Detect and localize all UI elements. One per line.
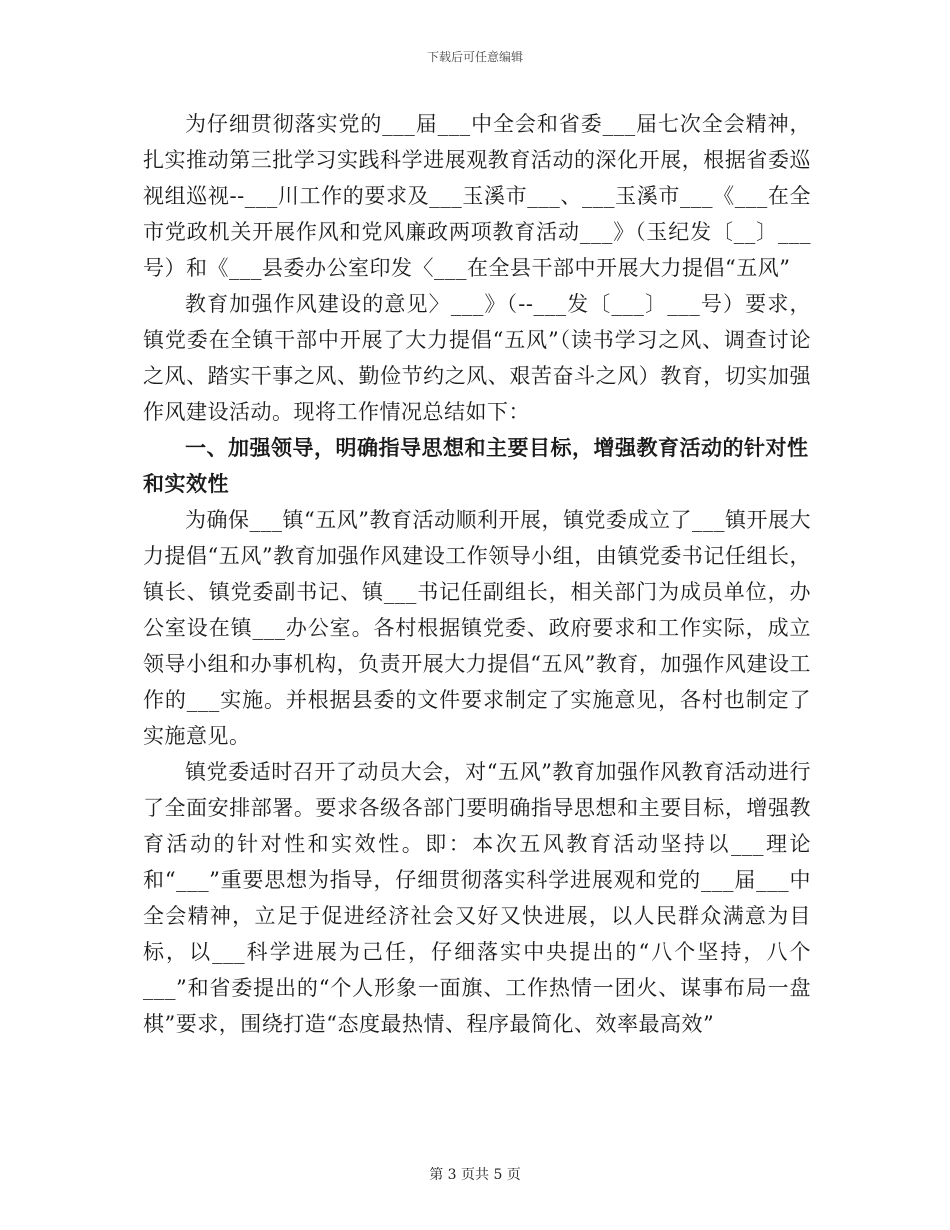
paragraph-intro: 为仔细贯彻落实党的___届___中全会和省委___届七次全会精神，扎实推动第三批学习实践科学进展观教育活动的深化开展，根据省委巡视组巡视--___川工作的要求及___玉溪市___、___玉溪市___《___在全市党政机关开展作风和党风廉政两项教育活动___》（玉纪发〔__〕___号）和《___县委办公室印发〈___在全县干部中开展大力提倡“五风” bbox=[143, 112, 811, 280]
paragraph-requirements: 教育加强作风建设的意见〉___》（--___发〔___〕___号）要求，镇党委在全镇干部中开展了大力提倡“五风”（读书学习之风、调查讨论之风、踏实干事之风、勤俭节约之风、艰苦奋斗之风）教育，切实加强作风建设活动。现将工作情况总结如下： bbox=[143, 292, 811, 424]
document-body bbox=[143, 106, 811, 1042]
paragraph-mobilization: 镇党委适时召开了动员大会，对“五风”教育加强作风教育活动进行了全面安排部署。要求各级各部门要明确指导思想和主要目标，增强教育活动的针对性和实效性。即：本次五风教育活动坚持以___理论和“___”重要思想为指导，仔细贯彻落实科学进展观和党的___届___中全会精神，立足于促进经济社会又好又快进展，以人民群众满意为目标，以___科学进展为己任，仔细落实中央提出的“八个坚持，八个___”和省委提出的“个人形象一面旗、工作热情一团火、谋事布局一盘棋”要求，围绕打造“态度最热情、程序最简化、效率最高效” bbox=[143, 760, 811, 1036]
section-heading: 一、加强领导，明确指导思想和主要目标，增强教育活动的针对性和实效性 bbox=[143, 435, 809, 496]
paragraph-leadership: 为确保___镇“五风”教育活动顺利开展，镇党委成立了___镇开展大力提倡“五风”教育加强作风建设工作领导小组，由镇党委书记任组长，镇长、镇党委副书记、镇___书记任副组长，相关部门为成员单位，办公室设在镇___办公室。各村根据镇党委、政府要求和工作实际，成立领导小组和办事机构，负责开展大力提倡“五风”教育，加强作风建设工作的___实施。并根据县委的文件要求制定了实施意见，各村也制定了实施意见。 bbox=[143, 508, 811, 748]
page-number: 第 3 页共 5 页 bbox=[429, 1167, 521, 1183]
page-header: 下载后可任意编辑 bbox=[426, 50, 523, 64]
